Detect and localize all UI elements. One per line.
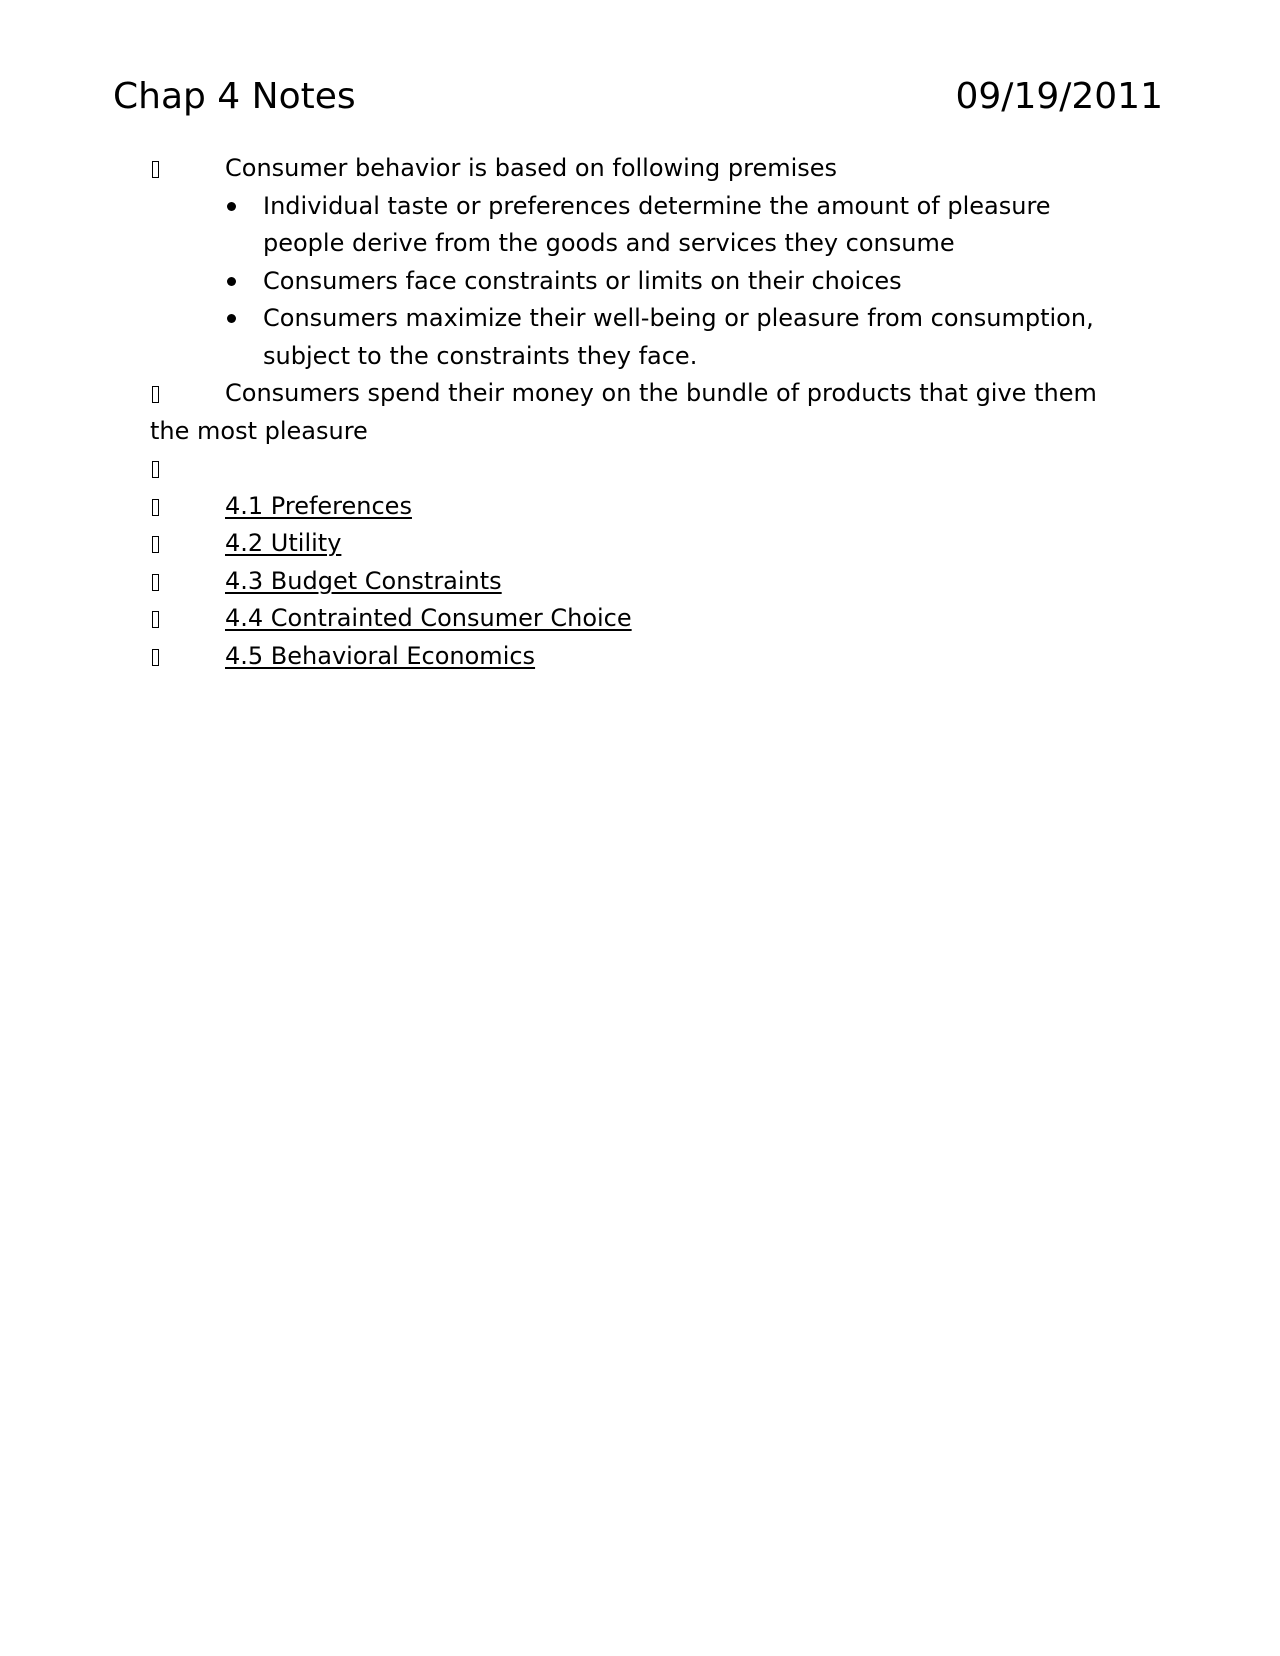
section-link-utility[interactable]: 4.2 Utility — [225, 529, 342, 557]
missing-glyph-box-icon — [150, 525, 162, 566]
missing-glyph-box-icon — [150, 375, 162, 416]
premises-intro: Consumer behavior is based on following premises — [225, 154, 838, 182]
section-line — [150, 638, 1100, 676]
premises-intro-line — [150, 150, 1100, 188]
missing-glyph-box-icon — [150, 563, 162, 604]
page-date: 09/19/2011 — [955, 76, 1163, 117]
section-link-behavioral-economics[interactable]: 4.5 Behavioral Economics — [225, 641, 536, 670]
page-title: Chap 4 Notes — [113, 76, 356, 117]
section-link-consumer-choice[interactable]: 4.4 Contrainted Consumer Choice — [225, 604, 632, 632]
bullet-icon — [225, 263, 239, 301]
empty-line — [150, 450, 1100, 488]
section-line — [150, 488, 1100, 526]
missing-glyph-box-icon — [150, 150, 162, 191]
statement-text: Consumers spend their money on the bundle of products that give them the most pleasure — [150, 379, 1097, 445]
bullet-icon — [225, 300, 239, 338]
premise-item — [150, 188, 1100, 263]
premise-item — [150, 263, 1100, 301]
section-link-budget-constraints[interactable]: 4.3 Budget Constraints — [225, 566, 502, 595]
bullet-icon — [225, 188, 239, 226]
section-line — [150, 563, 1100, 601]
premise-text: Individual taste or preferences determine the amount of pleasure people derive from the goods and services they consume — [263, 191, 1051, 257]
missing-glyph-box-icon — [150, 450, 162, 491]
premise-item — [150, 300, 1100, 375]
page-header — [113, 72, 1163, 122]
missing-glyph-box-icon — [150, 600, 162, 641]
section-line — [150, 600, 1100, 638]
missing-glyph-box-icon — [150, 638, 162, 679]
section-line — [150, 525, 1100, 563]
premises-list — [150, 188, 1100, 376]
notes-body — [150, 150, 1100, 675]
premise-text: Consumers face constraints or limits on their choices — [263, 266, 902, 295]
section-link-preferences[interactable]: 4.1 Preferences — [225, 491, 412, 520]
statement-line — [150, 375, 1100, 450]
premise-text: Consumers maximize their well-being or pleasure from consumption, subject to the constraints they face. — [263, 304, 1094, 370]
missing-glyph-box-icon — [150, 488, 162, 529]
